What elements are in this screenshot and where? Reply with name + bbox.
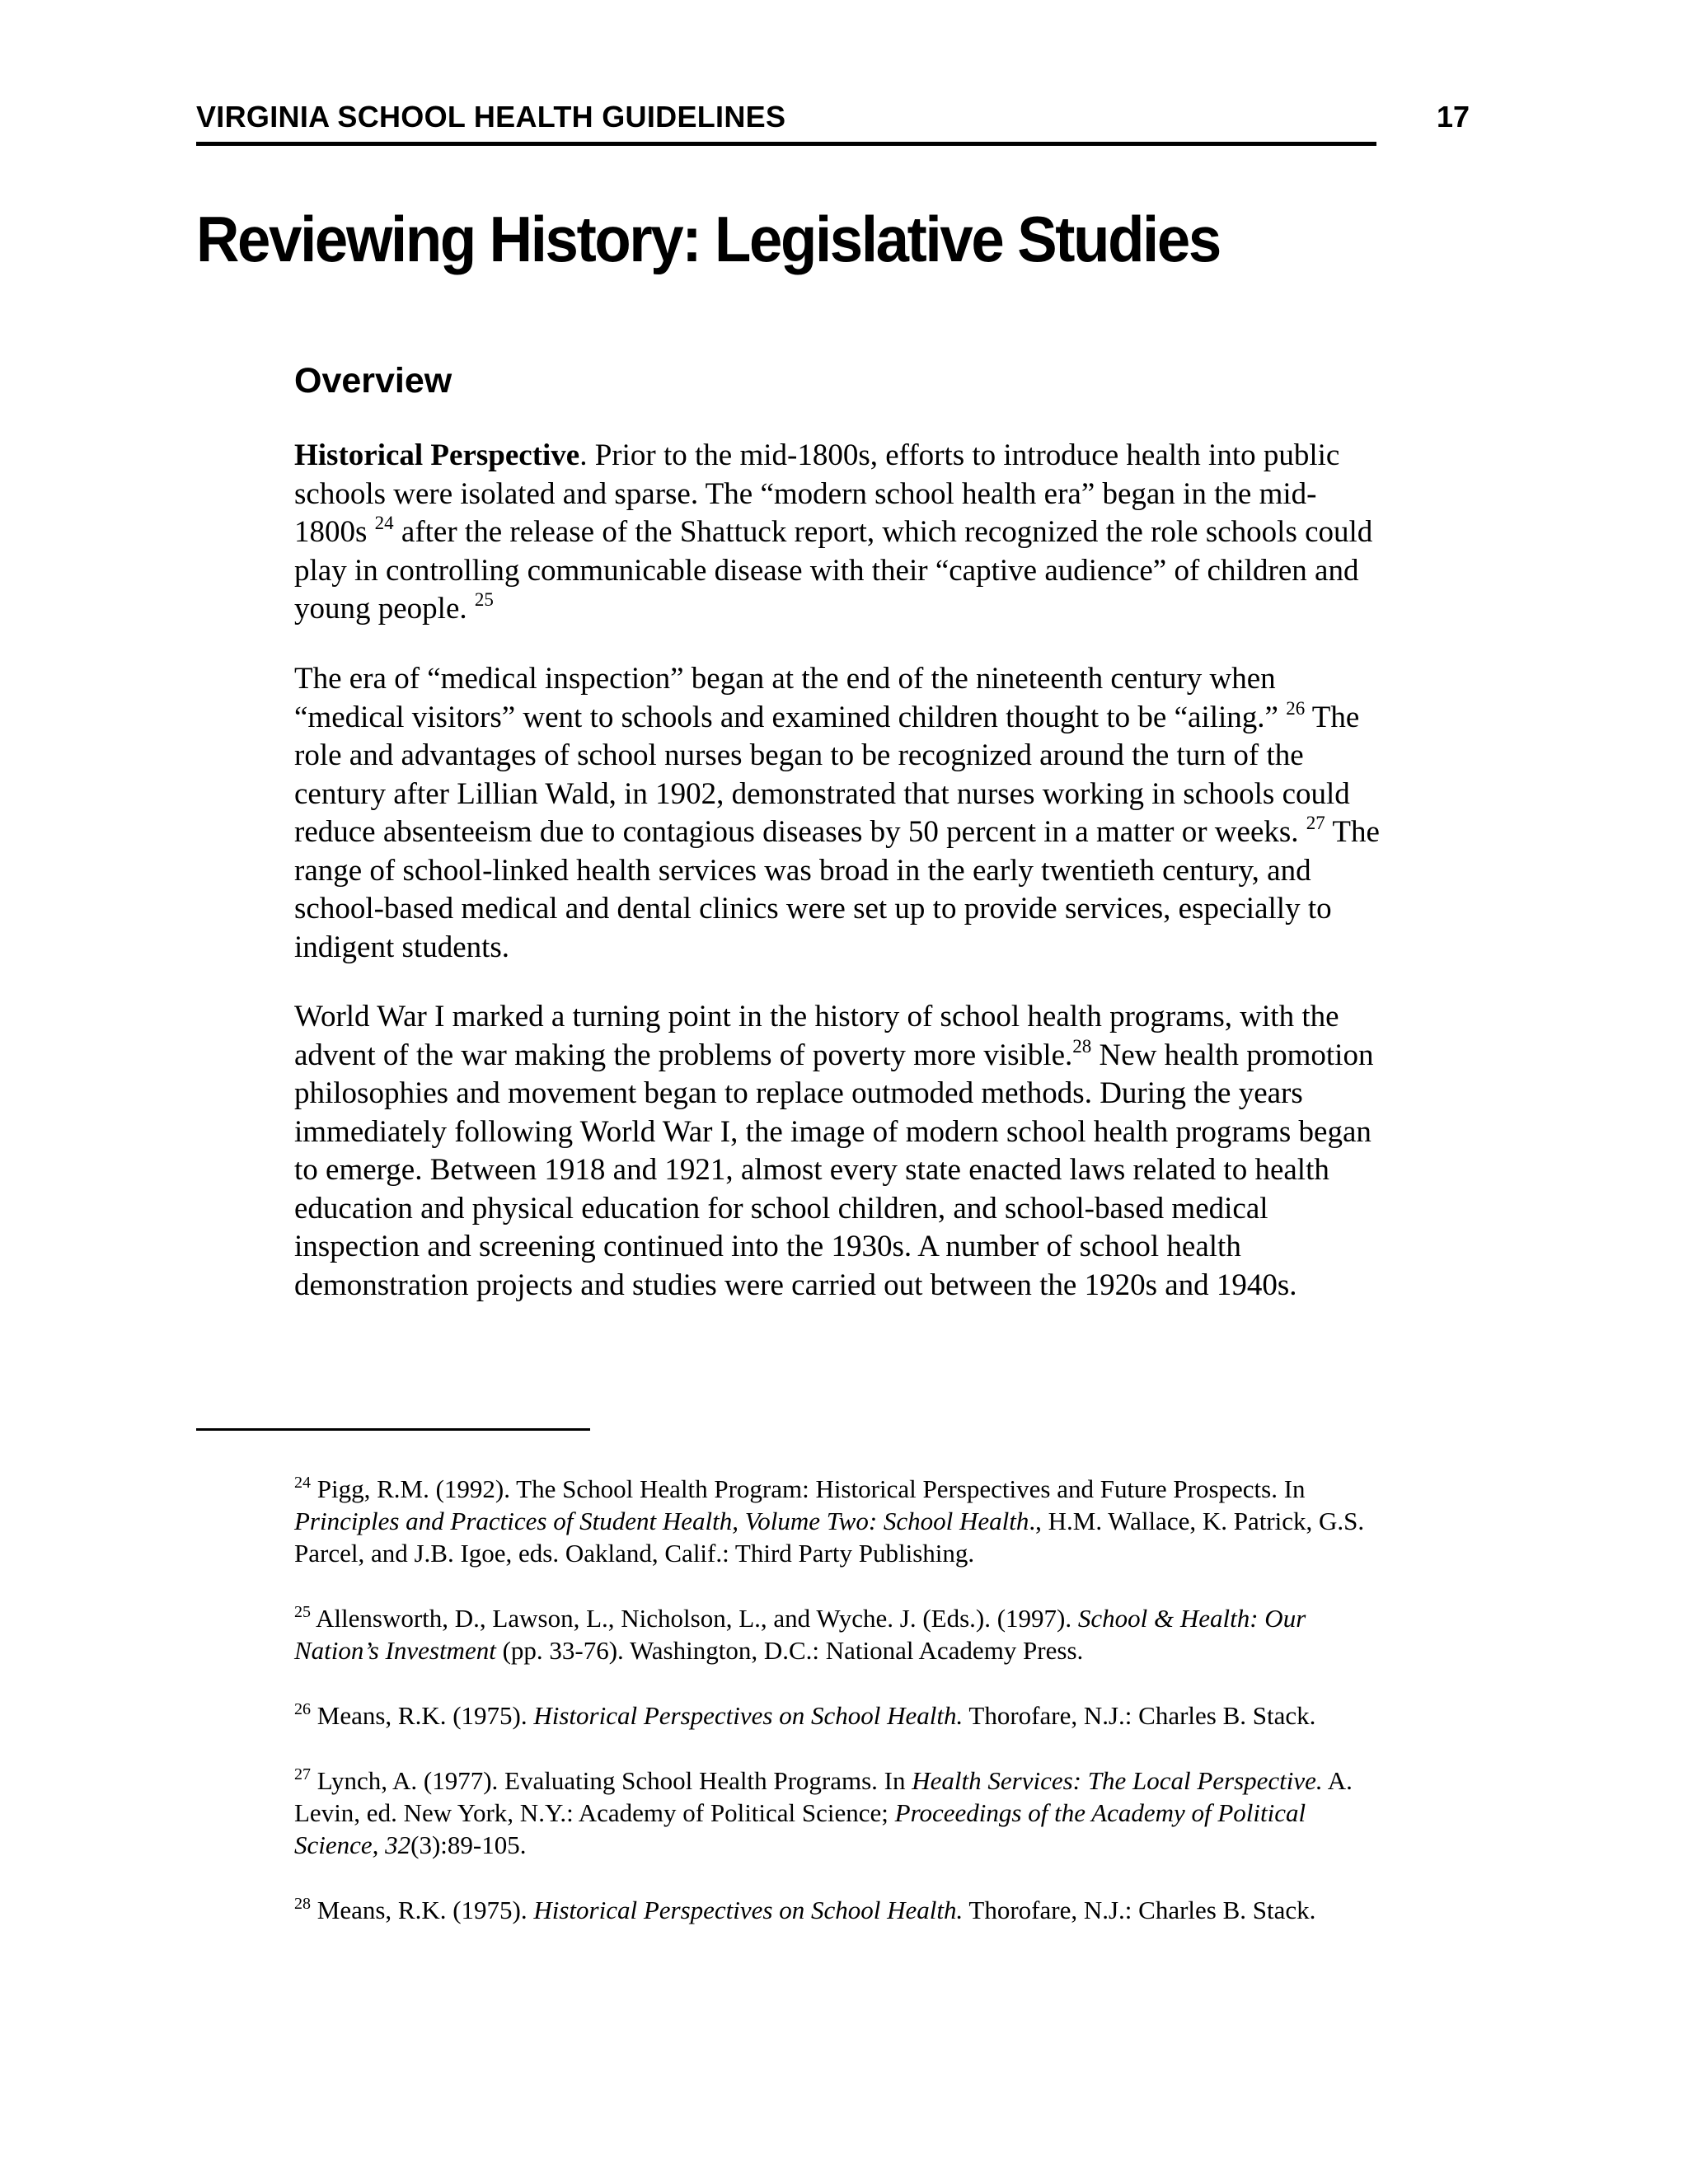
text-line: inspection and screening continued into the 1930s. A number of school health: [294, 1230, 1241, 1263]
text-line: [294, 437, 1489, 476]
running-header-title: VIRGINIA SCHOOL HEALTH GUIDELINES: [196, 100, 786, 134]
footnote-separator: [196, 1428, 590, 1431]
text-line: [294, 1894, 1489, 1926]
footnote-25: [294, 1602, 1489, 1666]
text-line: school-based medical and dental clinics were set up to provide services, especially to: [294, 892, 1332, 926]
paragraph-world-war-one: [294, 998, 1489, 1305]
footnote-number: 25: [294, 1603, 311, 1621]
text: The: [1325, 815, 1380, 849]
footnote-ref: 28: [1072, 1035, 1092, 1057]
text-line: Parcel, and J.B. Igoe, eds. Oakland, Calif.: Third Party Publishing.: [294, 1539, 975, 1568]
text: young people.: [294, 592, 475, 626]
footnote-24: [294, 1473, 1489, 1569]
text: Pigg, R.M. (1992). The School Health Program: Historical Perspectives and Future Prospects. In: [311, 1474, 1306, 1503]
text-line: immediately following World War I, the image of modern school health programs began: [294, 1114, 1372, 1149]
text: (pp. 33-76). Washington, D.C.: National Academy Press.: [495, 1636, 1084, 1665]
text-line: [294, 699, 1489, 738]
italic-title: Historical Perspectives on School Health.: [533, 1701, 964, 1730]
paragraph-medical-inspection: [294, 660, 1489, 967]
text-line: [294, 813, 1489, 852]
text: The: [1305, 700, 1360, 734]
text: New health promotion: [1091, 1038, 1374, 1072]
text-line: [294, 1037, 1489, 1076]
text-line: [294, 1505, 1489, 1537]
footnote-28: [294, 1894, 1489, 1926]
italic-title: School & Health: Our: [1077, 1604, 1306, 1633]
footnote-26: [294, 1699, 1489, 1732]
italic-title: Proceedings of the Academy of Political: [894, 1798, 1306, 1827]
footnote-ref: 26: [1286, 697, 1306, 719]
text-line: philosophies and movement began to replace outmoded methods. During the years: [294, 1076, 1303, 1110]
text-line: The era of “medical inspection” began at the end of the nineteenth century when: [294, 662, 1276, 696]
run-in-heading: Historical Perspective: [294, 438, 580, 472]
text: Lynch, A. (1977). Evaluating School Health Programs. In: [311, 1766, 912, 1795]
footnote-number: 27: [294, 1765, 311, 1783]
text: ., H.M. Wallace, K. Patrick, G.S.: [1029, 1507, 1365, 1535]
footnote-ref: 25: [474, 589, 494, 610]
italic-title: Health Services: The Local Perspective.: [912, 1766, 1323, 1795]
text-line: [294, 1699, 1489, 1732]
text: Thorofare, N.J.: Charles B. Stack.: [963, 1896, 1316, 1924]
text-line: schools were isolated and sparse. The “modern school health era” began in the mid-: [294, 476, 1317, 511]
text: advent of the war making the problems of poverty more visible.: [294, 1038, 1073, 1072]
text: after the release of the Shattuck report, which recognized the role schools could: [393, 515, 1373, 549]
text: Allensworth, D., Lawson, L., Nicholson, L., and Wyche. J. (Eds.). (1997).: [311, 1604, 1078, 1633]
text-line: [294, 1765, 1489, 1797]
text: Means, R.K. (1975).: [311, 1896, 534, 1924]
footnote-27: [294, 1765, 1489, 1861]
text: “medical visitors” went to schools and examined children thought to be “ailing.”: [294, 700, 1287, 734]
text: . Prior to the mid-1800s, efforts to introduce health into public: [579, 438, 1340, 472]
footnote-number: 24: [294, 1474, 311, 1492]
footnote-number: 26: [294, 1700, 311, 1718]
text-line: [294, 513, 1489, 552]
text: Levin, ed. New York, N.Y.: Academy of Political Science;: [294, 1798, 895, 1827]
text-line: [294, 590, 1489, 629]
text-line: World War I marked a turning point in the history of school health programs, with the: [294, 1000, 1339, 1033]
text-line: [294, 1634, 1489, 1666]
italic-title: Historical Perspectives on School Health.: [533, 1896, 964, 1924]
italic-title: Principles and Practices of Student Health, Volume Two: School Health: [294, 1507, 1029, 1535]
page-title: Reviewing History: Legislative Studies: [196, 203, 1220, 275]
page-number: 17: [1436, 100, 1470, 134]
text-line: education and physical education for school children, and school-based medical: [294, 1191, 1268, 1226]
text-line: play in controlling communicable disease with their “captive audience” of children and: [294, 553, 1359, 588]
text: (3):89-105.: [410, 1830, 527, 1859]
text-line: range of school-linked health services was broad in the early twentieth century, and: [294, 853, 1311, 888]
text-line: [294, 1829, 1489, 1861]
paragraph-historical-perspective: [294, 437, 1489, 629]
footnote-number: 28: [294, 1895, 311, 1913]
text: A.: [1322, 1766, 1353, 1795]
text: Thorofare, N.J.: Charles B. Stack.: [963, 1701, 1316, 1730]
text: 1800s: [294, 515, 375, 549]
header-rule: [196, 142, 1376, 146]
text-line: [294, 1797, 1489, 1829]
italic-title: Science, 32: [294, 1830, 411, 1859]
text-line: demonstration projects and studies were carried out between the 1920s and 1940s.: [294, 1268, 1297, 1302]
text-line: role and advantages of school nurses began to be recognized around the turn of the: [294, 738, 1304, 772]
italic-title: Nation’s Investment: [294, 1636, 496, 1665]
text-line: to emerge. Between 1918 and 1921, almost every state enacted laws related to health: [294, 1153, 1329, 1187]
footnote-ref: 24: [374, 513, 394, 533]
text-line: century after Lillian Wald, in 1902, demonstrated that nurses working in schools could: [294, 776, 1350, 811]
text: Means, R.K. (1975).: [311, 1701, 534, 1730]
running-header: [196, 99, 1470, 148]
text-line: [294, 1473, 1489, 1505]
text: reduce absenteeism due to contagious diseases by 50 percent in a matter or weeks.: [294, 815, 1306, 849]
footnote-ref: 27: [1306, 813, 1325, 833]
section-heading: Overview: [294, 361, 452, 401]
text-line: indigent students.: [294, 930, 510, 964]
text-line: [294, 1602, 1489, 1634]
